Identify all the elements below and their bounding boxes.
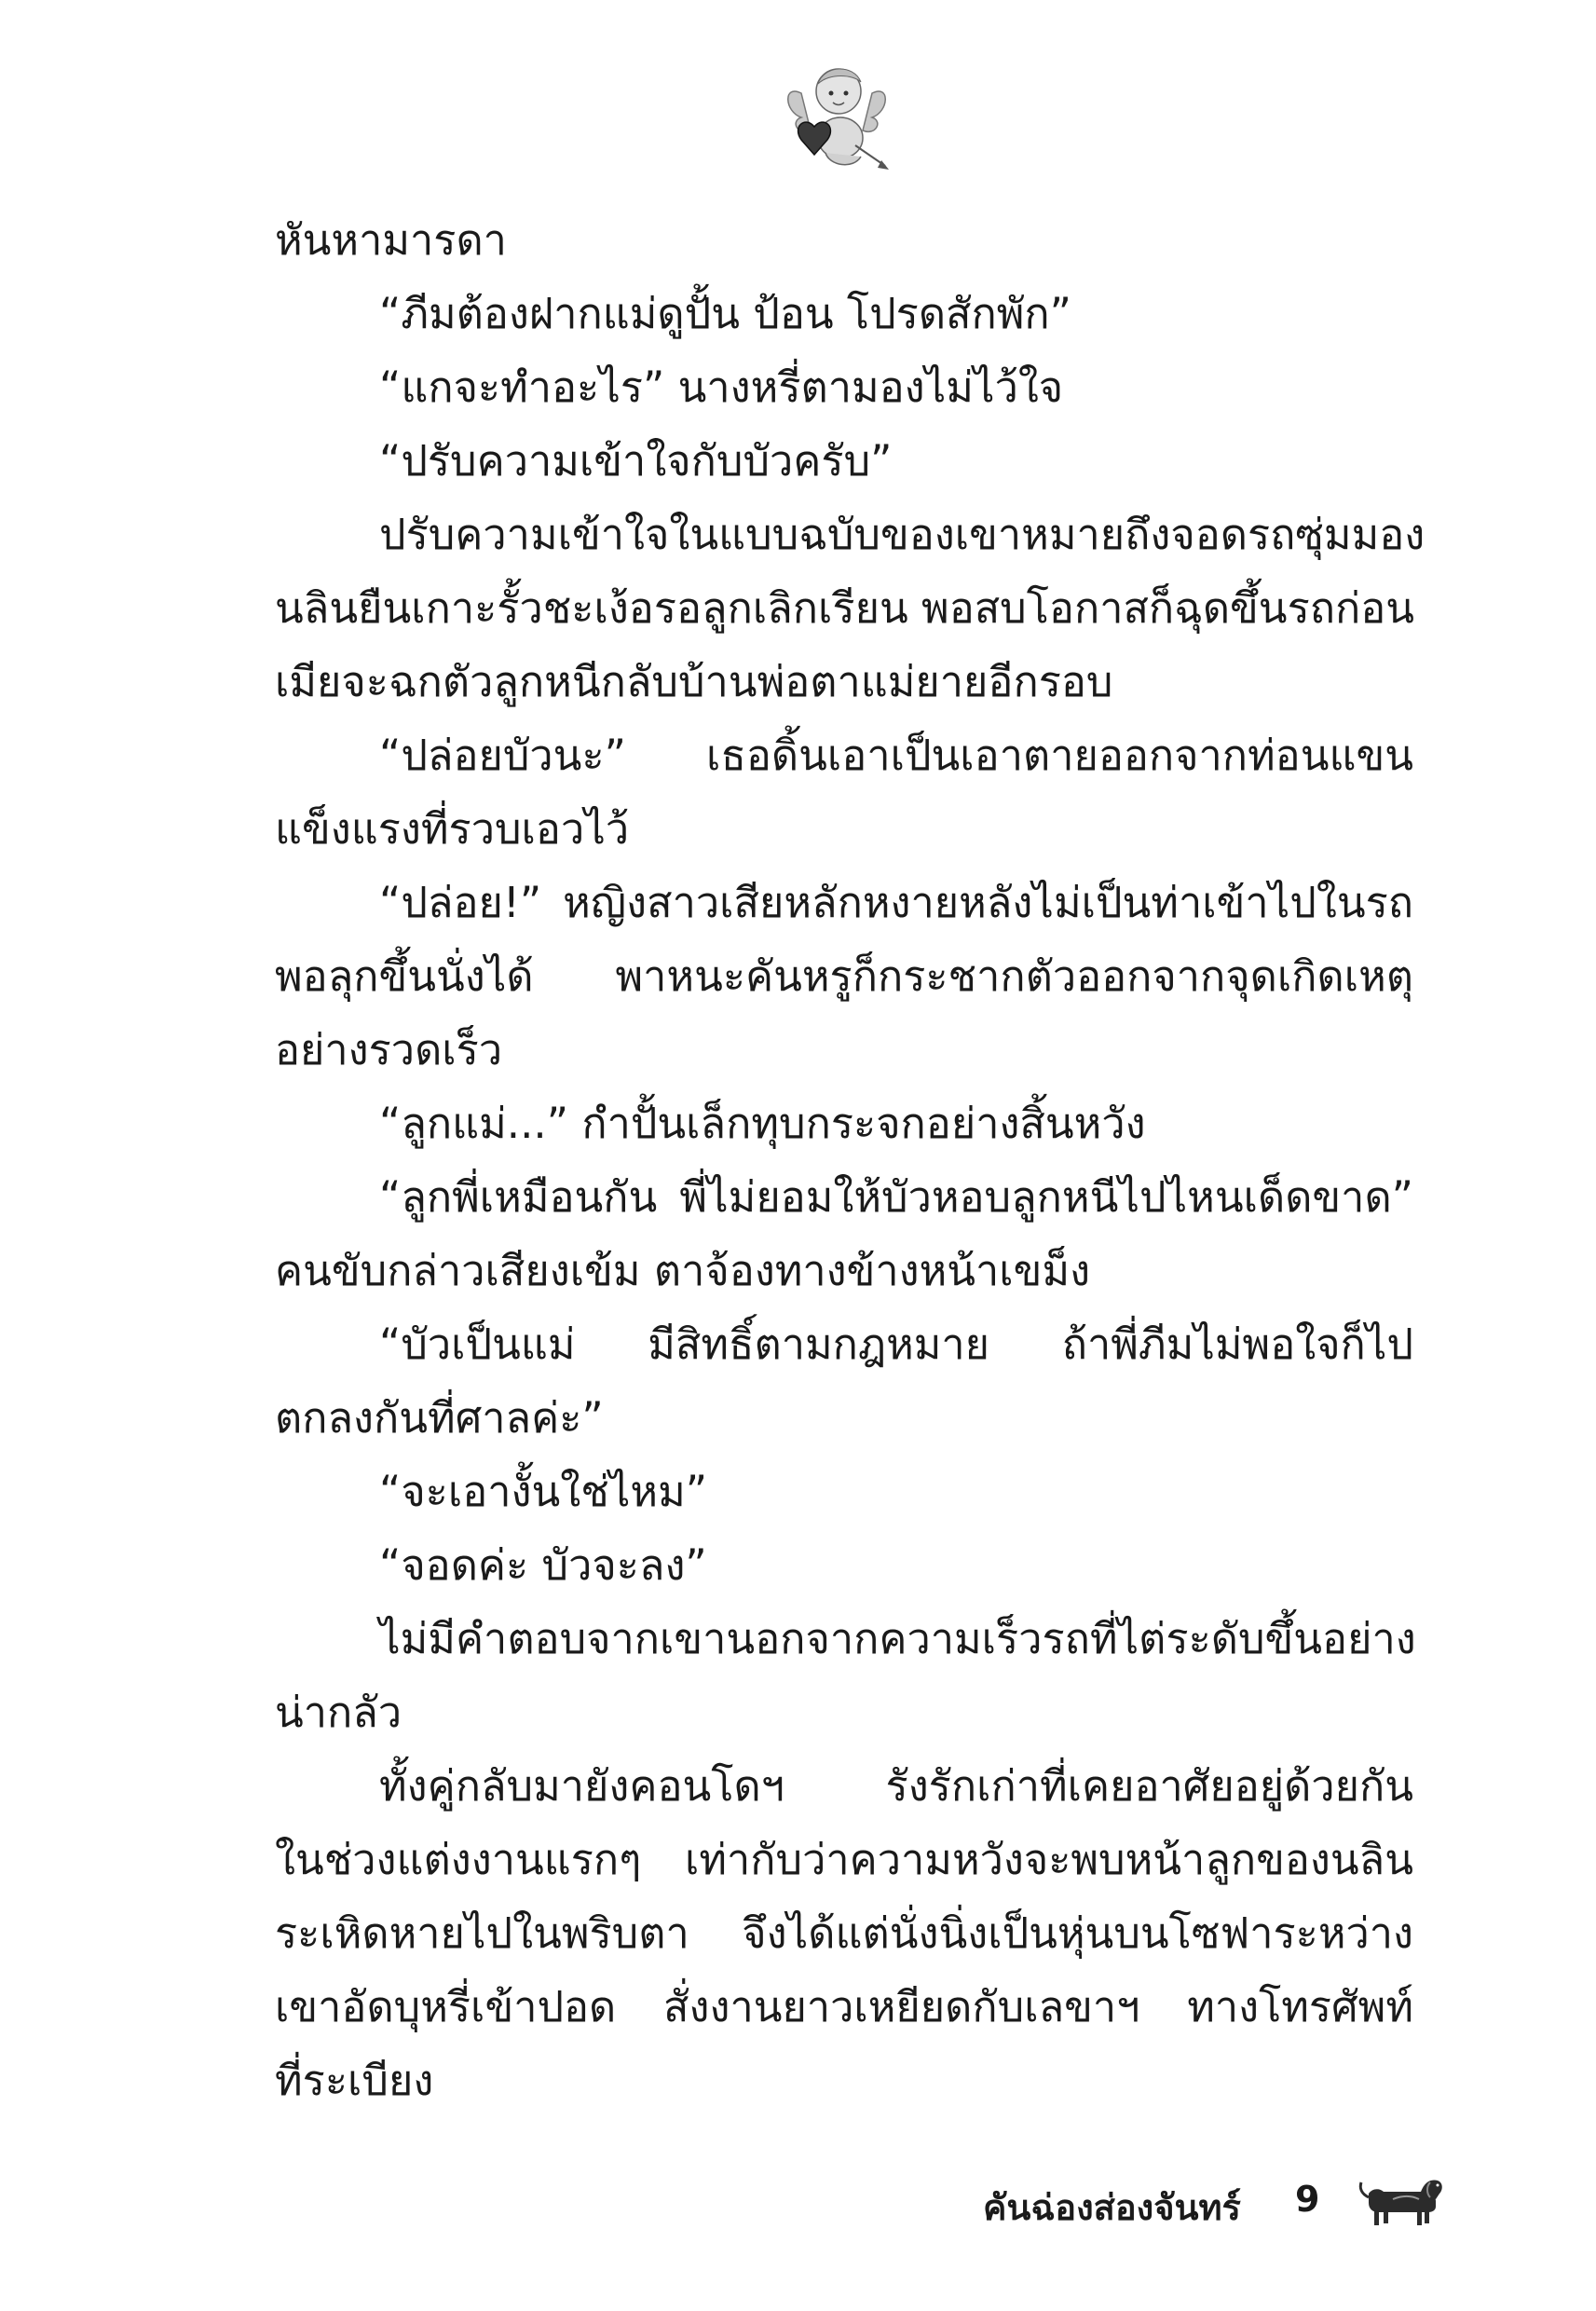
- text-line: “ภีมต้องฝากแม่ดูปั้น ป้อน โปรดสักพัก”: [379, 289, 1071, 338]
- text-line: “ลูกพี่เหมือนกัน พี่ไม่ยอมให้บัวหอบลูกหนีไปไหนเด็ดขาด”: [379, 1172, 1413, 1222]
- text-line: ในช่วงแต่งงานแรกๆ เท่ากับว่าความหวังจะพบหน้าลูกของนลิน: [275, 1835, 1413, 1884]
- text-line: “ปล่อย!” หญิงสาวเสียหลักหงายหลังไม่เป็นท่าเข้าไปในรถ: [379, 878, 1413, 927]
- text-line: “จอดค่ะ บัวจะลง”: [379, 1540, 707, 1590]
- text-line: คนขับกล่าวเสียงเข้ม ตาจ้องทางข้างหน้าเขม็ง: [275, 1246, 1091, 1295]
- book-title: คันฉ่องส่องจันทร์: [983, 2187, 1241, 2228]
- text-line: เขาอัดบุหรี่เข้าปอด สั่งงานยาวเหยียดกับเลขาฯ ทางโทรศัพท์: [275, 1982, 1413, 2031]
- text-line: ทั้งคู่กลับมายังคอนโดฯ รังรักเก่าที่เคยอาศัยอยู่ด้วยกัน: [379, 1761, 1413, 1811]
- text-line: เมียจะฉกตัวลูกหนีกลับบ้านพ่อตาแม่ยายอีกรอบ: [275, 657, 1113, 706]
- text-line: แข็งแรงที่รวบเอวไว้: [275, 804, 630, 854]
- body-text: [275, 203, 1425, 2117]
- text-line: “ปล่อยบัวนะ” เธอดิ้นเอาเป็นเอาตายออกจากท่อนแขน: [379, 731, 1413, 780]
- text-line: ที่ระเบียง: [275, 2056, 434, 2105]
- text-line: “ลูกแม่...” กำปั้นเล็กทุบกระจกอย่างสิ้นหวัง: [379, 1099, 1146, 1148]
- text-line: “บัวเป็นแม่ มีสิทธิ์ตามกฎหมาย ถ้าพี่ภีมไม่พอใจก็ไป: [379, 1320, 1413, 1369]
- text-line: ปรับความเข้าใจในแบบฉบับของเขาหมายถึงจอดรถซุ่มมอง: [379, 510, 1425, 559]
- text-line: น่ากลัว: [275, 1688, 402, 1737]
- text-line: “ปรับความเข้าใจกับบัวครับ”: [379, 436, 893, 485]
- text-line: ไม่มีคำตอบจากเขานอกจากความเร็วรถที่ไต่ระดับขึ้นอย่าง: [379, 1614, 1416, 1663]
- page-number: 9: [1295, 2179, 1320, 2220]
- text-line: “แกจะทำอะไร” นางหรี่ตามองไม่ไว้ใจ: [379, 362, 1064, 412]
- cherub-with-heart-icon: [781, 56, 893, 177]
- text-line: หันหามารดา: [275, 215, 507, 265]
- text-line: พอลุกขึ้นนั่งได้ พาหนะคันหรูก็กระชากตัวออกจากจุดเกิดเหตุ: [275, 951, 1413, 1001]
- text-line: อย่างรวดเร็ว: [275, 1025, 503, 1074]
- text-line: นลินยืนเกาะรั้วชะเง้อรอลูกเลิกเรียน พอสบโอกาสก็ฉุดขึ้นรถก่อน: [275, 583, 1415, 633]
- text-line: ตกลงกันที่ศาลค่ะ”: [275, 1393, 604, 1443]
- text-line: ระเหิดหายไปในพริบตา จึงได้แต่นั่งนิ่งเป็นหุ่นบนโซฟาระหว่าง: [275, 1908, 1413, 1958]
- page-footer: [932, 2171, 1453, 2236]
- text-line: “จะเอางั้นใช่ไหม”: [379, 1467, 708, 1516]
- dachshund-dog-icon: [1356, 2171, 1444, 2229]
